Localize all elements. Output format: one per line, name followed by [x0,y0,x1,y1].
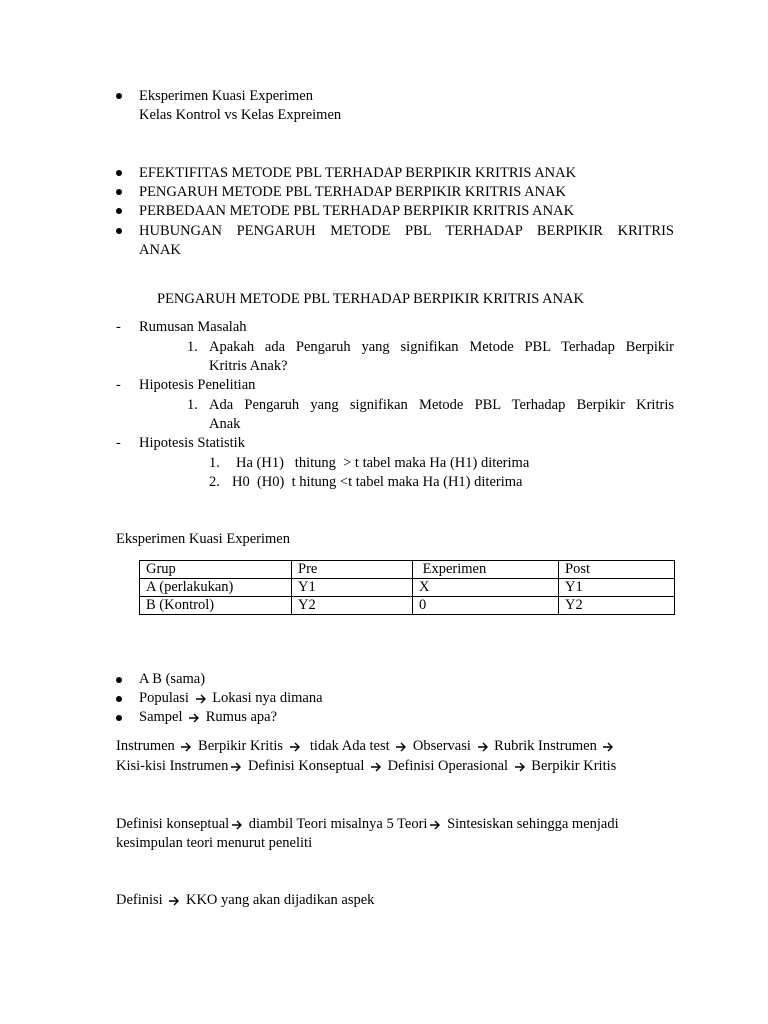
bullet-icon [116,189,122,195]
title-option: PERBEDAAN METODE PBL TERHADAP BERPIKIR KRITRIS ANAK [139,203,575,219]
arrow-right-icon [230,761,242,773]
title-option: HUBUNGAN PENGARUH METODE PBL TERHADAP BERPIKIR KRITRIS [139,223,674,239]
hipotesis-penelitian-label: Hipotesis Penelitian [139,377,256,393]
hipotesis-statistik-item: Ha (H1) thitung > t tabel maka Ha (H1) diterima [236,455,530,471]
arrow-right-icon [395,741,407,753]
table-title: Eksperimen Kuasi Experimen [116,531,290,547]
instrumen-flow-line: Instrumen Berpikir Kritis tidak Ada test Observasi Rubrik Instrumen [116,737,616,756]
hipotesis-penelitian-item: Ada Pengaruh yang signifikan Metode PBL Terhadap Berpikir Kritris [209,397,674,413]
arrow-right-icon [370,761,382,773]
table-cell: X [413,579,559,597]
definisi-konseptual-line: kesimpulan teori menurut peneliti [116,835,313,851]
bullet-icon [116,696,122,702]
hipotesis-penelitian-item-continuation: Anak [209,416,241,432]
arrow-right-icon [231,819,243,831]
hipotesis-statistik-item: H0 (H0) t hitung <t tabel maka Ha (H1) diterima [232,474,523,490]
arrow-right-icon [514,761,526,773]
arrow-right-icon [195,693,207,705]
list-item: Populasi Lokasi nya dimana [139,690,323,706]
title-option-continuation: ANAK [139,242,181,258]
section-heading: PENGARUH METODE PBL TERHADAP BERPIKIR KRITRIS ANAK [157,291,584,307]
list-item: A B (sama) [139,671,206,687]
arrow-right-icon [168,895,180,907]
definisi-line: Definisi KKO yang akan dijadikan aspek [116,892,375,908]
bullet-icon [116,677,122,683]
arrow-right-icon [429,819,441,831]
table-cell: Y1 [559,579,675,597]
table-cell: Y1 [292,579,413,597]
bullet-icon [116,228,122,234]
table-header-cell: Experimen [413,561,559,579]
definisi-konseptual-line: Definisi konseptual diambil Teori misalnya 5 Teori Sintesiskan sehingga menjadi [116,816,619,832]
table-cell: Y2 [292,597,413,615]
table-header-cell: Post [559,561,675,579]
bullet-icon [116,715,122,721]
list-item: Sampel Rumus apa? [139,709,278,725]
title-option: PENGARUH METODE PBL TERHADAP BERPIKIR KRITRIS ANAK [139,184,566,200]
table-header-cell: Grup [140,561,292,579]
bullet-text-continuation: Kelas Kontrol vs Kelas Expreimen [139,107,342,123]
table-cell: 0 [413,597,559,615]
list-number: 2. [209,474,220,490]
bullet-icon [116,170,122,176]
bullet-text: Eksperimen Kuasi Experimen [139,88,313,104]
list-number: 1. [187,339,198,355]
table-header-cell: Pre [292,561,413,579]
table-cell: Y2 [559,597,675,615]
bullet-icon [116,208,122,214]
list-number: 1. [209,455,220,471]
arrow-right-icon [188,712,200,724]
rumusan-item-continuation: Kritris Anak? [209,358,288,374]
arrow-right-icon [477,741,489,753]
hipotesis-statistik-label: Hipotesis Statistik [139,435,245,451]
table-header-row [140,561,675,579]
table-cell: A (perlakukan) [140,579,292,597]
rumusan-label: Rumusan Masalah [139,319,247,335]
design-table [139,560,675,615]
bullet-icon [116,93,122,99]
dash-marker: - [116,377,121,393]
arrow-right-icon [180,741,192,753]
list-number: 1. [187,397,198,413]
dash-marker: - [116,319,121,335]
rumusan-item: Apakah ada Pengaruh yang signifikan Metode PBL Terhadap Berpikir [209,339,674,355]
title-option: EFEKTIFITAS METODE PBL TERHADAP BERPIKIR KRITRIS ANAK [139,165,577,181]
arrow-right-icon [289,741,301,753]
table-row [140,579,675,597]
dash-marker: - [116,435,121,451]
instrumen-flow-line: Kisi-kisi Instrumen Definisi Konseptual Definisi Operasional Berpikir Kritis [116,758,617,774]
arrow-right-icon [602,741,614,753]
table-row [140,597,675,615]
table-cell: B (Kontrol) [140,597,292,615]
